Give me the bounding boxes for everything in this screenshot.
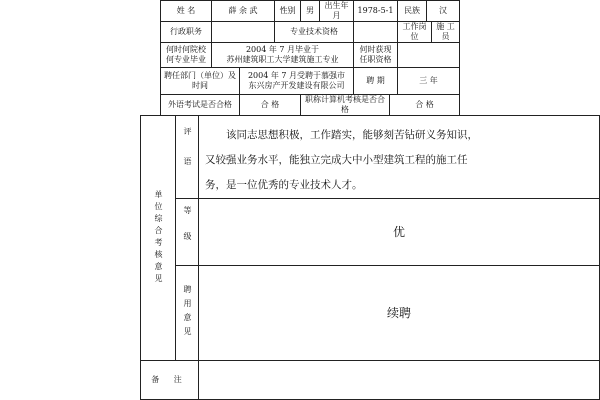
name-label: 姓 名 — [160, 0, 212, 22]
admin-post-label: 行政职务 — [160, 21, 212, 43]
hiring-opinion-value: 续聘 — [198, 265, 600, 361]
hire-value: 2004 年 7 月受聘于慕强市 东兴房产开发建设有限公司 — [239, 67, 354, 95]
unit-assessment-label: 单位综合考核意见 — [140, 115, 176, 361]
remarks-value — [198, 360, 600, 400]
time-got-label: 何时获现 任职资格 — [353, 42, 398, 68]
ethnicity-value: 汉 — [426, 0, 460, 22]
grade-value: 优 — [198, 198, 600, 266]
remarks-label: 备 注 — [140, 360, 199, 400]
gender-label: 性别 — [274, 0, 301, 22]
term-label: 聘 期 — [353, 67, 398, 95]
computer-exam-value: 合 格 — [389, 94, 460, 116]
tech-qual-label: 专业技术资格 — [274, 21, 354, 43]
grade-label: 等级 — [175, 198, 199, 266]
tech-qual-value — [353, 21, 398, 43]
foreign-exam-value: 合 格 — [239, 94, 301, 116]
hire-label: 聘任部门（单位）及时间 — [160, 67, 240, 95]
birth-value: 1978-5-1 — [353, 0, 398, 22]
term-value: 三 年 — [397, 67, 460, 95]
comment-label: 评语 — [175, 115, 199, 199]
school-label: 何时何院校 何专业毕业 — [160, 42, 212, 68]
name-value: 薛 余 武 — [211, 0, 275, 22]
computer-exam-label: 职称计算机考核是否合格 — [300, 94, 390, 116]
time-got-value — [397, 42, 460, 68]
work-post-label: 工作岗位 — [397, 21, 432, 43]
ethnicity-label: 民族 — [397, 0, 427, 22]
hiring-opinion-label: 聘用意见 — [175, 265, 199, 361]
school-value: 2004 年 7 月毕业于 苏州建筑职工大学建筑施工专业 — [211, 42, 354, 68]
foreign-exam-label: 外语考试是否合格 — [160, 94, 240, 116]
birth-label: 出生年月 — [319, 0, 354, 22]
comment-text: 该同志思想积极，工作踏实，能够刻苦钻研义务知识， 又较强业务水平，能独立完成大中小型建筑工程的施工任 务，是一位优秀的专业技术人才。 — [205, 129, 478, 191]
work-post-value: 施 工 员 — [431, 21, 460, 43]
admin-post-value — [211, 21, 275, 43]
gender-value: 男 — [300, 0, 320, 22]
